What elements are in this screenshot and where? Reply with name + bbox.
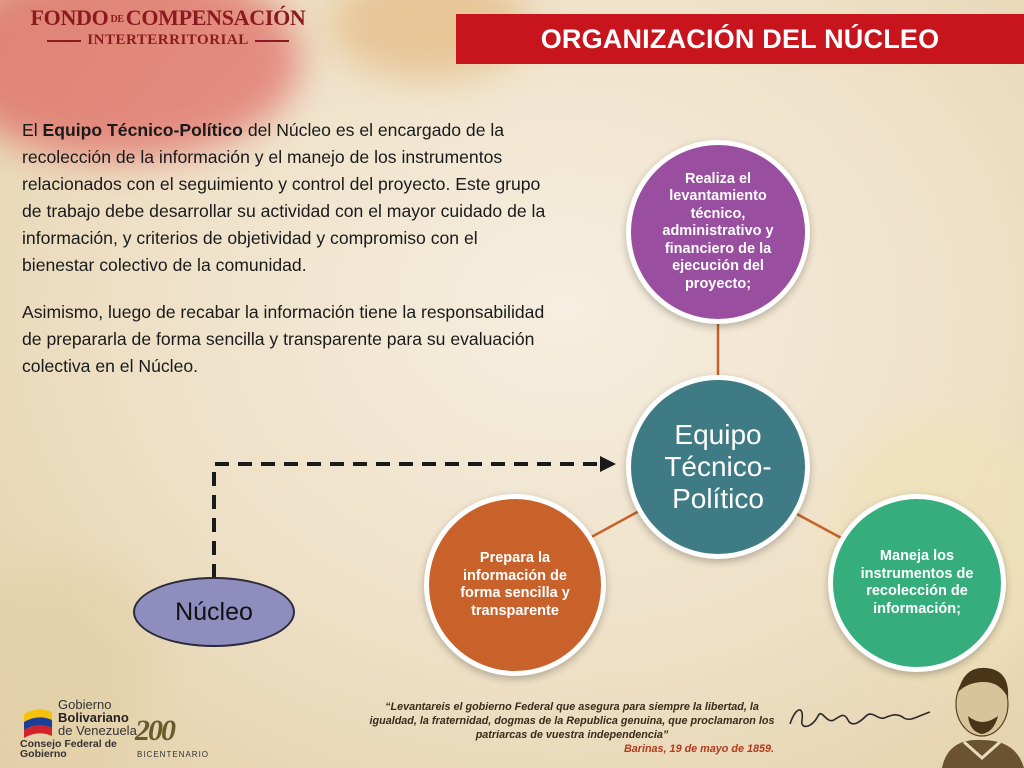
quote-text: “Levantareis el gobierno Federal que asegura para siempre la libertad, la igualdad, la fraternidad, dogmas de la Republica genuina, que proclamaron los patriarcas de vuestra independencia” bbox=[369, 701, 775, 741]
logo-word-de: DE bbox=[110, 13, 124, 25]
gob-line-3: de Venezuela bbox=[58, 723, 137, 738]
gob-line-5: Gobierno bbox=[20, 748, 67, 760]
bicentenario-logo bbox=[133, 712, 210, 764]
circle-maneja-instrumentos bbox=[828, 494, 1006, 672]
logo-word-compensacion: COMPENSACIÓN bbox=[125, 5, 306, 30]
paragraph-1-rest: del Núcleo es el encargado de la recolección de la información y el manejo de los instrumentos relacionados con el seguimiento y control del proyecto. Este grupo de trabajo debe desarrollar su actividad con el mayor cuidado de la información, y criterios de objetividad y compromiso con el bienestar colectivo de la comunidad. bbox=[22, 120, 546, 275]
gob-line-2: Bolivariano bbox=[58, 710, 129, 725]
circle-top-label: Realiza el levantamiento técnico, administrativo y financiero de la ejecución del proyecto; bbox=[662, 170, 774, 292]
signature-image bbox=[786, 698, 936, 738]
gob-line-1: Gobierno bbox=[58, 697, 112, 712]
portrait-engraving-image bbox=[924, 658, 1024, 768]
connector-right bbox=[795, 513, 845, 540]
logo-word-fondo: FONDO bbox=[30, 5, 109, 30]
circle-equipo-tecnico-politico bbox=[626, 375, 810, 559]
nucleo-ellipse bbox=[133, 577, 295, 647]
circle-realiza-levantamiento bbox=[626, 140, 810, 324]
quote-date: Barinas, 19 de mayo de 1859. bbox=[623, 743, 774, 755]
bicentenario-number: 200 bbox=[135, 714, 174, 747]
paragraph-1-intro: El bbox=[22, 120, 43, 140]
circle-left-label: Prepara la información de forma sencilla y transparente bbox=[460, 550, 570, 619]
nucleo-label: Núcleo bbox=[175, 597, 253, 626]
gob-line-4: Consejo Federal de bbox=[20, 738, 117, 750]
gobierno-bolivariano-logo bbox=[20, 698, 140, 760]
circle-center-label: Equipo Técnico-Político bbox=[664, 419, 772, 514]
page-title: ORGANIZACIÓN DEL NÚCLEO bbox=[540, 23, 940, 54]
paragraph-2: Asimismo, luego de recabar la información tiene la responsabilidad de prepararla de forma sencilla y transparente para su evaluación colectiva en el Núcleo. bbox=[22, 302, 545, 376]
footer-quote bbox=[362, 700, 782, 756]
venezuela-flag-icon bbox=[22, 704, 54, 740]
circle-prepara-informacion bbox=[424, 494, 606, 676]
arrow-head-icon bbox=[600, 456, 616, 472]
circle-right-label: Maneja los instrumentos de recolección de información; bbox=[860, 548, 974, 617]
bicentenario-label: BICENTENARIO bbox=[137, 750, 210, 759]
logo-word-interterritorial: INTERTERRITORIAL bbox=[28, 32, 308, 48]
paragraph-1-emphasis: Equipo Técnico-Político bbox=[42, 120, 243, 140]
